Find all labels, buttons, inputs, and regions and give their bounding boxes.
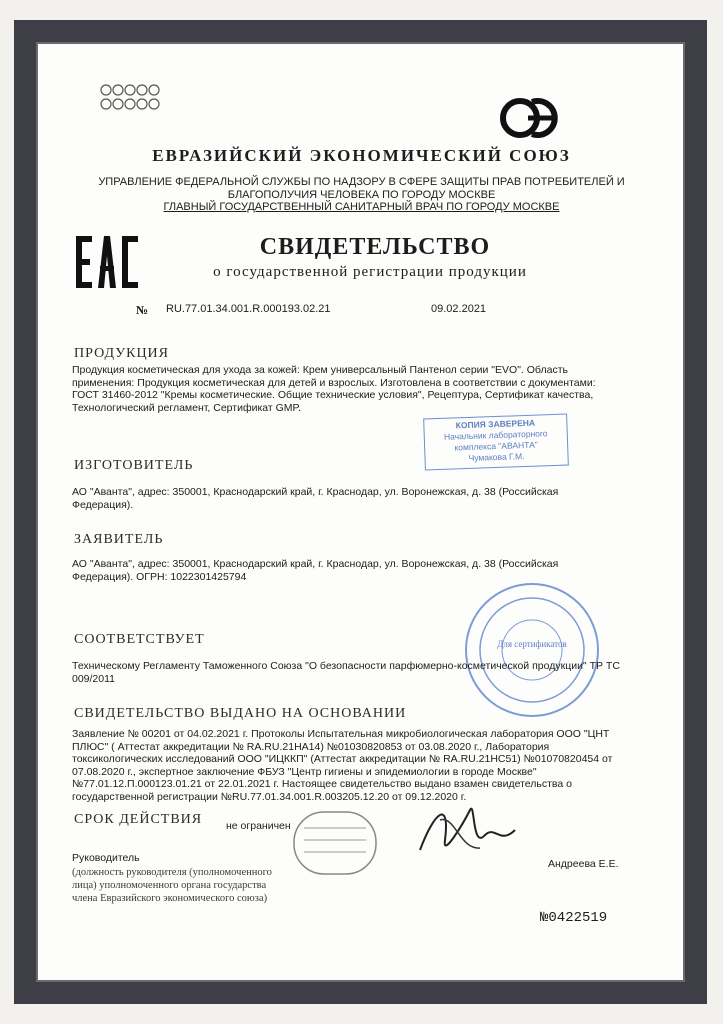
authority-line-3: ГЛАВНЫЙ ГОСУДАРСТВЕННЫЙ САНИТАРНЫЙ ВРАЧ ПО ГОРОДУ МОСКВЕ bbox=[163, 201, 560, 213]
signature-role: Руководитель bbox=[72, 852, 140, 864]
certificate-number: RU.77.01.34.001.R.000193.02.21 bbox=[166, 303, 331, 315]
basis-text: Заявление № 00201 от 04.02.2021 г. Протоколы Испытательная микробиологическая лаборатория ООО "ЦНТ ПЛЮС" ( Аттестат аккредитации № RA.RU.21НА14) №01030820853 от 03.08.2020 г., Лаборатория токсикологических исследований ООО "ИЦККП" (Аттестат аккредитации № RA.RU.21HC51) №01070820454 от 07.08.2020 г., экспертное заключение ФБУЗ "Центр гигиены и эпидемиологии в городе Москве" №77.01.12.П.000123.01.21 от 22.01.2021 г. Настоящее свидетельство выдано взамен свидетельства о государственной регистрации №RU.77.01.34.001.R.003205.12.20 от 09.12.2020 г. bbox=[72, 728, 613, 803]
certificate-subtitle: о государственной регистрации продукции bbox=[213, 264, 527, 280]
validity-value: не ограничен bbox=[226, 820, 291, 832]
eac-mark-icon bbox=[76, 236, 138, 288]
authority-lines bbox=[60, 176, 663, 214]
authority-line-2: БЛАГОПОЛУЧИЯ ЧЕЛОВЕКА ПО ГОРОДУ МОСКВЕ bbox=[227, 188, 496, 201]
product-text: Продукция косметическая для ухода за кожей: Крем универсальный Пантенол серии "EVO". Область применения: Продукция косметическая для детей и взрослых. Изготовлена в соответствии с документами: ГОСТ 31460-2012 "Кремы косметические. Общие технические условия", Рецептура, Сертификат качества, Технологический регламент, Сертификат GMP. bbox=[72, 364, 596, 414]
serial-number: №0422519 bbox=[540, 910, 608, 926]
manufacturer-heading: ИЗГОТОВИТЕЛЬ bbox=[74, 458, 194, 473]
footer-line-1: (должность руководителя (уполномоченного bbox=[72, 867, 272, 878]
ornament-logo bbox=[98, 82, 164, 112]
handwritten-signature-icon bbox=[410, 790, 530, 870]
conforms-text: Техническому Регламенту Таможенного Союза "О безопасности парфюмерно-косметической продукции" ТР ТС 009/2011 bbox=[72, 660, 620, 685]
copy-certified-stamp bbox=[423, 414, 569, 471]
union-title: ЕВРАЗИЙСКИЙ ЭКОНОМИЧЕСКИЙ СОЮЗ bbox=[152, 146, 571, 165]
footer-line-2: лица) уполномоченного органа государства bbox=[72, 880, 267, 891]
conforms-heading: СООТВЕТСТВУЕТ bbox=[74, 632, 205, 647]
number-sign: № bbox=[136, 303, 149, 317]
applicant-heading: ЗАЯВИТЕЛЬ bbox=[74, 532, 164, 547]
signature-name: Андреева Е.Е. bbox=[548, 858, 619, 870]
stamp-line-3: комплекса "АВАНТА" bbox=[454, 439, 538, 453]
footer-line-3: члена Евразийского экономического союза) bbox=[72, 893, 268, 904]
stamp-line-2: Начальник лабораторного bbox=[443, 428, 548, 442]
se-logo-icon bbox=[498, 96, 564, 140]
stamp-line-4: Чумакова Г.М. bbox=[468, 451, 525, 463]
applicant-text: АО "Аванта", адрес: 350001, Краснодарский край, г. Краснодар, ул. Воронежская, д. 38 (Российская Федерация). ОГРН: 1022301425794 bbox=[72, 558, 559, 583]
authority-line-1: УПРАВЛЕНИЕ ФЕДЕРАЛЬНОЙ СЛУЖБЫ ПО НАДЗОРУ В СФЕРЕ ЗАЩИТЫ ПРАВ ПОТРЕБИТЕЛЕЙ И bbox=[98, 176, 625, 188]
seal-text: Для сертификатов bbox=[497, 639, 567, 649]
signature-footer bbox=[72, 866, 352, 905]
certificate-date: 09.02.2021 bbox=[431, 303, 487, 315]
validity-heading: СРОК ДЕЙСТВИЯ bbox=[74, 812, 203, 827]
manufacturer-text: АО "Аванта", адрес: 350001, Краснодарский край, г. Краснодар, ул. Воронежская, д. 38 (Российская Федерация). bbox=[72, 486, 559, 511]
product-heading: ПРОДУКЦИЯ bbox=[74, 346, 170, 361]
basis-heading: СВИДЕТЕЛЬСТВО ВЫДАНО НА ОСНОВАНИИ bbox=[74, 706, 407, 721]
certificate-number-row bbox=[136, 303, 616, 318]
certificate-title: СВИДЕТЕЛЬСТВО bbox=[259, 234, 491, 260]
stamp-line-1: КОПИЯ ЗАВЕРЕНА bbox=[455, 417, 536, 431]
round-seal-icon bbox=[462, 580, 602, 720]
